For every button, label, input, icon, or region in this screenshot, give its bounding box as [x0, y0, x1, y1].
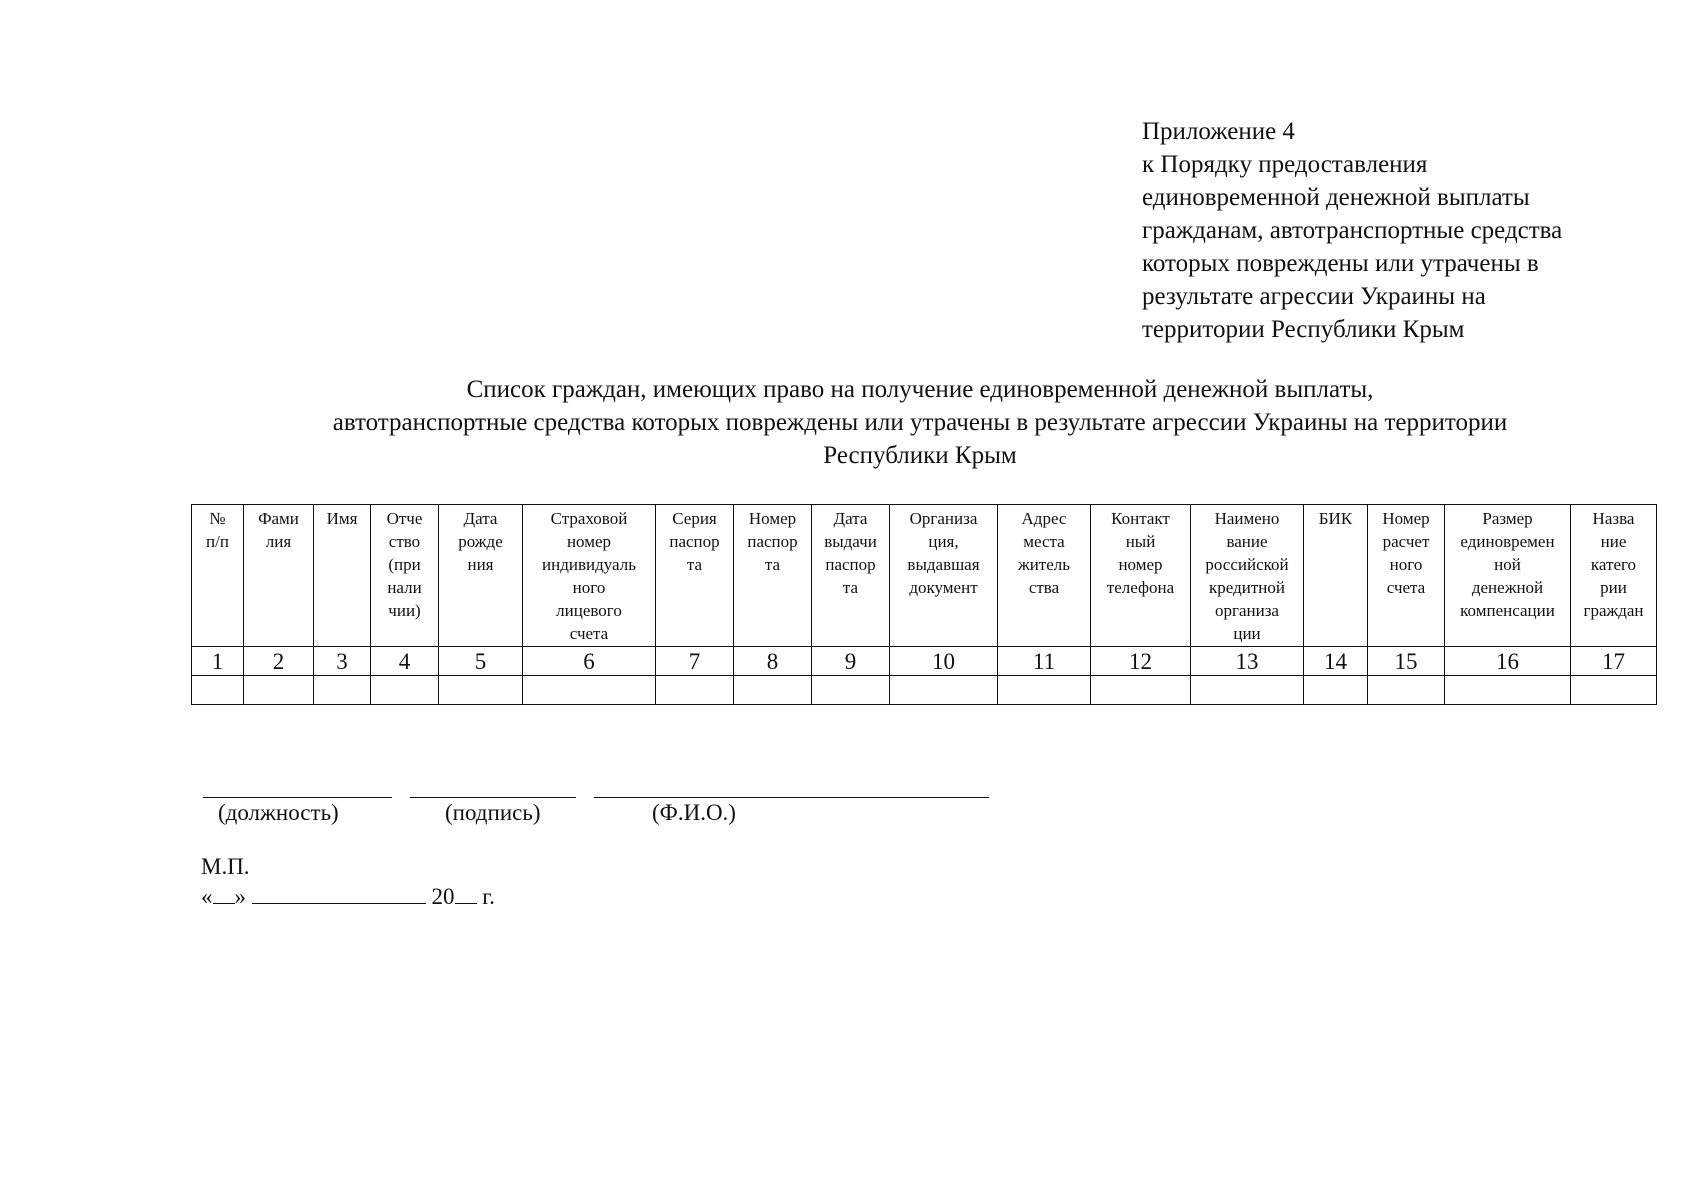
column-number: 13: [1191, 647, 1304, 676]
year-prefix: 20: [431, 884, 455, 909]
empty-cell: [812, 676, 890, 705]
column-header: № п/п: [192, 505, 244, 647]
year-blank: [455, 881, 477, 904]
empty-cell: [192, 676, 244, 705]
title-line: Список граждан, имеющих право на получение единовременной денежной выплаты,: [466, 376, 1374, 403]
column-number: 8: [734, 647, 812, 676]
column-header: Серия паспор та: [656, 505, 734, 647]
column-number: 3: [314, 647, 371, 676]
column-header: Размер единовремен ной денежной компенсации: [1445, 505, 1571, 647]
column-number: 10: [890, 647, 998, 676]
title-line: Республики Крым: [823, 442, 1017, 469]
empty-cell: [523, 676, 656, 705]
column-header: Контакт ный номер телефона: [1091, 505, 1191, 647]
empty-cell: [656, 676, 734, 705]
appendix-block: [1142, 115, 1662, 346]
empty-cell: [439, 676, 523, 705]
day-blank: [213, 881, 235, 904]
appendix-line: которых повреждены или утрачены в: [1142, 250, 1539, 277]
appendix-line: Приложение 4: [1142, 118, 1295, 145]
name-label: (Ф.И.О.): [652, 800, 736, 825]
citizens-table: [191, 504, 1657, 705]
column-number: 2: [244, 647, 314, 676]
title-line: автотранспортные средства которых повреждены или утрачены в результате агрессии Украины на территории: [332, 409, 1508, 436]
empty-cell: [1368, 676, 1445, 705]
column-number-row: [192, 647, 1657, 676]
column-header: Страховой номер индивидуаль ного лицевого счета: [523, 505, 656, 647]
column-number: 4: [371, 647, 439, 676]
empty-cell: [1445, 676, 1571, 705]
appendix-line: единовременной денежной выплаты: [1142, 184, 1530, 211]
column-number: 7: [656, 647, 734, 676]
empty-cell: [1191, 676, 1304, 705]
appendix-line: к Порядку предоставления: [1142, 151, 1428, 178]
column-number: 11: [998, 647, 1091, 676]
column-number: 5: [439, 647, 523, 676]
position-label: (должность): [218, 800, 339, 825]
table-header-row: [192, 505, 1657, 647]
appendix-line: результате агрессии Украины на: [1142, 283, 1486, 310]
column-number: 6: [523, 647, 656, 676]
column-header: Номер расчет ного счета: [1368, 505, 1445, 647]
column-number: 15: [1368, 647, 1445, 676]
empty-cell: [998, 676, 1091, 705]
close-quote: »: [234, 884, 246, 909]
year-suffix: г.: [482, 884, 495, 909]
empty-cell: [244, 676, 314, 705]
appendix-line: территории Республики Крым: [1142, 316, 1465, 343]
signature-label: (подпись): [445, 800, 541, 825]
column-header: Имя: [314, 505, 371, 647]
empty-cell: [1091, 676, 1191, 705]
column-number: 16: [1445, 647, 1571, 676]
column-header: Назва ние катего рии граждан: [1571, 505, 1657, 647]
empty-cell: [890, 676, 998, 705]
column-header: Номер паспор та: [734, 505, 812, 647]
open-quote: «: [201, 884, 213, 909]
empty-cell: [1571, 676, 1657, 705]
empty-cell: [371, 676, 439, 705]
appendix-line: гражданам, автотранспортные средства: [1142, 217, 1563, 244]
stamp-label: М.П.: [201, 854, 250, 879]
date-line: [201, 881, 495, 912]
column-header: Дата выдачи паспор та: [812, 505, 890, 647]
column-header: Адрес места житель ства: [998, 505, 1091, 647]
column-number: 17: [1571, 647, 1657, 676]
empty-cell: [734, 676, 812, 705]
column-header: БИК: [1304, 505, 1368, 647]
column-header: Наимено вание российской кредитной организа ции: [1191, 505, 1304, 647]
column-number: 1: [192, 647, 244, 676]
table-row: [192, 676, 1657, 705]
column-number: 12: [1091, 647, 1191, 676]
document-title: [180, 373, 1660, 472]
empty-cell: [1304, 676, 1368, 705]
column-header: Дата рожде ния: [439, 505, 523, 647]
column-header: Фами лия: [244, 505, 314, 647]
column-header: Организа ция, выдавшая документ: [890, 505, 998, 647]
column-number: 9: [812, 647, 890, 676]
empty-cell: [314, 676, 371, 705]
column-header: Отче ство (при нали чии): [371, 505, 439, 647]
month-blank: [252, 881, 426, 904]
column-number: 14: [1304, 647, 1368, 676]
